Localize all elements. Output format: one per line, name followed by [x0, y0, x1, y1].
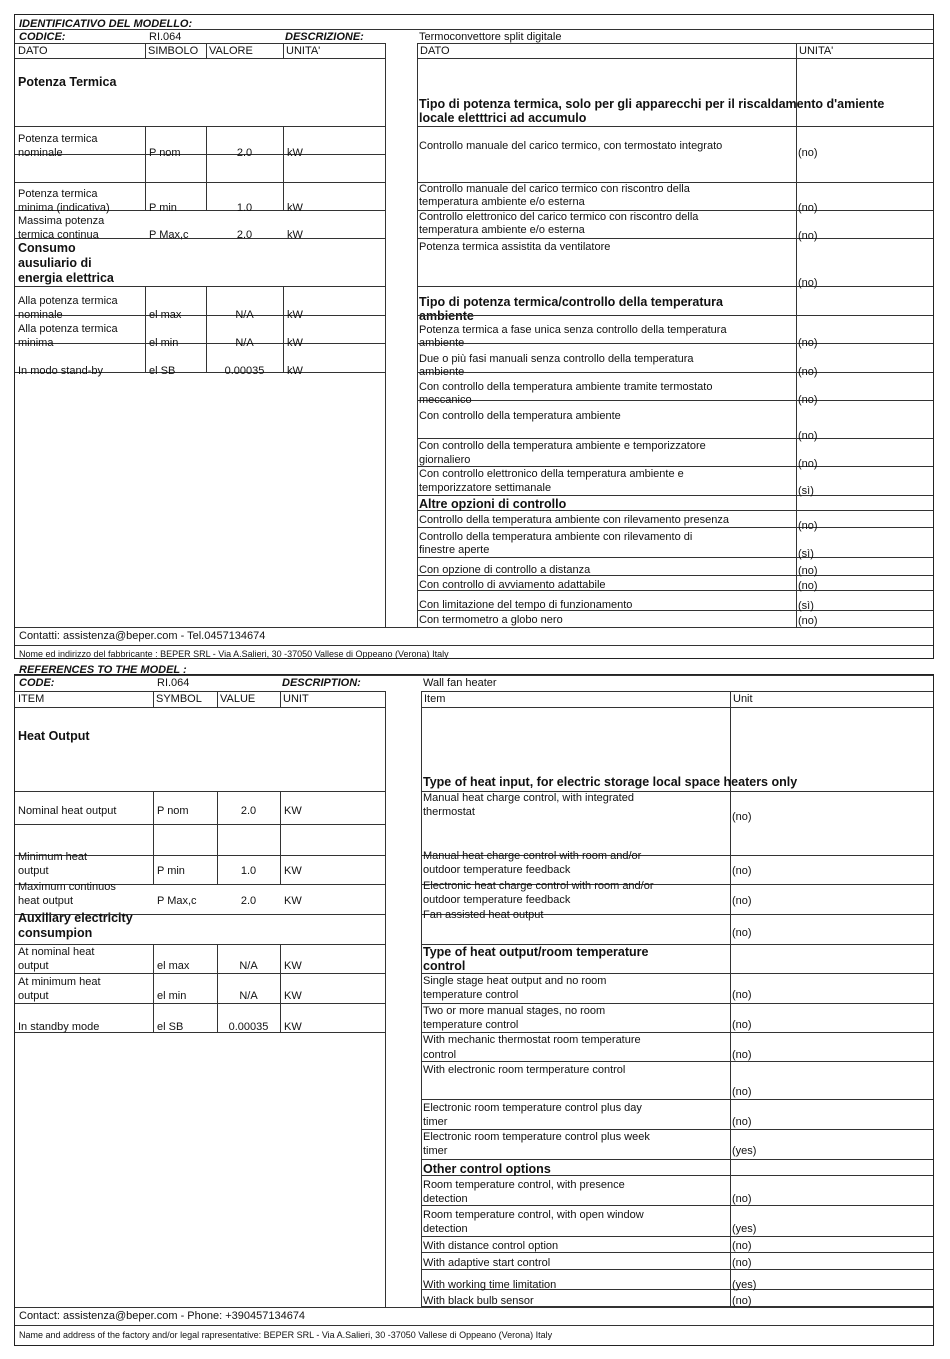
- header-line: [15, 707, 385, 708]
- section3-unit-4: (sì): [798, 600, 814, 612]
- section1-unit-3: (no): [798, 277, 818, 289]
- grid-line: [421, 1032, 933, 1033]
- grid-line: [417, 495, 933, 496]
- grid-line: [417, 466, 933, 467]
- section2-unit-0: (no): [798, 337, 818, 349]
- row-label-1: output: [18, 865, 49, 877]
- section2-item-4: timer: [423, 1116, 448, 1128]
- row-label-2: termica continua: [18, 229, 99, 241]
- row-value-2: 2.0: [236, 229, 253, 241]
- grid-line: [280, 944, 281, 1032]
- right-header-unit: Unit: [733, 693, 753, 705]
- section3-item-5: With black bulb sensor: [423, 1295, 534, 1307]
- column-header-2: VALUE: [220, 693, 256, 705]
- section2-unit-2: (no): [798, 394, 818, 406]
- column-header-3: UNIT: [283, 693, 309, 705]
- section1-unit-1: (no): [798, 202, 818, 214]
- section2-item-3: Con controllo della temperatura ambiente: [419, 410, 621, 422]
- section2-item-5: timer: [423, 1145, 448, 1157]
- section3-title: Altre opzioni di controllo: [419, 497, 567, 511]
- section2-title: Tipo di potenza termica/controllo della temperatura: [419, 295, 723, 309]
- section1-item-2: Electronic heat charge control with room and/or: [423, 880, 654, 892]
- manufacturer-text: Nome ed indirizzo del fabbricante : BEPER SRL - Via A.Salieri, 30 -37050 Vallese di Oppeano (Verona) Italy: [19, 649, 449, 659]
- row-symbol-1: P min: [157, 865, 185, 877]
- section2-item-4: giornaliero: [419, 454, 471, 466]
- code-value: RI.064: [157, 677, 190, 689]
- row-label-1: Minimum heat: [18, 851, 88, 863]
- section2-unit-4: (no): [798, 458, 818, 470]
- section2-item-1: ambiente: [419, 366, 465, 378]
- section2-unit-5: (sì): [798, 485, 814, 497]
- grid-line: [283, 286, 284, 372]
- grid-line: [421, 1003, 933, 1004]
- section1-unit-1: (no): [732, 865, 752, 877]
- row-unit-5: kW: [287, 365, 303, 377]
- section3-unit-2: (no): [732, 1240, 752, 1252]
- grid-line: [417, 557, 933, 558]
- header-line: [421, 707, 933, 708]
- section2-item-2: Con controllo della temperatura ambiente tramite termostato: [419, 381, 713, 393]
- row-label-5: In standby mode: [18, 1021, 100, 1033]
- section1-item-1: temperatura ambiente e/o esterna: [419, 196, 585, 208]
- row-symbol-0: P nom: [149, 147, 181, 159]
- grid-line: [15, 944, 385, 945]
- grid-line: [15, 824, 385, 825]
- grid-line: [421, 1205, 933, 1206]
- row-value-4: N/A: [235, 337, 254, 349]
- grid-line: [15, 315, 385, 316]
- row-symbol-5: el SB: [157, 1021, 184, 1033]
- row-value-1: 1.0: [240, 865, 257, 877]
- description-value: Termoconvettore split digitale: [419, 31, 562, 43]
- section2-item-5: Electronic room temperature control plus week: [423, 1131, 650, 1143]
- section3-item-4: With working time limitation: [423, 1279, 557, 1291]
- description-label: DESCRIZIONE:: [285, 31, 364, 43]
- section2-title: ambiente: [419, 309, 474, 323]
- grid-line: [206, 126, 207, 210]
- row-unit-3: kW: [287, 309, 303, 321]
- section1-item-1: outdoor temperature feedback: [423, 864, 571, 876]
- grid-line: [15, 973, 385, 974]
- section1-item-1: Controllo manuale del carico termico con riscontro della: [419, 183, 690, 195]
- section1-title: Type of heat input, for electric storage local space heaters only: [423, 775, 798, 789]
- right-header-unit: UNITA': [799, 45, 834, 57]
- section2-unit-1: (no): [798, 366, 818, 378]
- row-unit-2: kW: [287, 229, 303, 241]
- row-value-1: 1.0: [236, 202, 253, 214]
- section2-unit-3: (no): [798, 430, 818, 442]
- contact-text: Contact: assistenza@beper.com - Phone: +390457134674: [19, 1310, 306, 1322]
- section2-item-4: Con controllo della temperatura ambiente e temporizzatore: [419, 440, 706, 452]
- left-table-edge: [385, 691, 386, 1307]
- section3-item-3: With adaptive start control: [423, 1257, 551, 1269]
- section3-unit-3: (no): [732, 1257, 752, 1269]
- english-datasheet-panel: [14, 664, 934, 1346]
- code-label: CODICE:: [19, 31, 66, 43]
- grid-line: [145, 126, 146, 210]
- section1-title: locale eletttrici ad accumulo: [419, 111, 587, 125]
- section2-item-0: Single stage heat output and no room: [423, 975, 607, 987]
- section2-item-5: Con controllo elettronico della temperatura ambiente e: [419, 468, 684, 480]
- section1-item-3: Fan assisted heat output: [423, 909, 544, 921]
- section1-item-0: thermostat: [423, 806, 475, 818]
- row-value-5: 0.00035: [228, 1021, 269, 1033]
- section1-item-2: temperatura ambiente e/o esterna: [419, 224, 585, 236]
- row-label-2: Maximum continuos: [18, 881, 116, 893]
- section1-item-2: outdoor temperature feedback: [423, 894, 571, 906]
- grid-line: [417, 400, 933, 401]
- model-title: IDENTIFICATIVO DEL MODELLO:: [19, 18, 193, 30]
- grid-line: [15, 343, 385, 344]
- row-unit-5: KW: [284, 1021, 302, 1033]
- section3-item-0: detection: [423, 1193, 468, 1205]
- row-label-0: Nominal heat output: [18, 805, 117, 817]
- row-value-5: 0.00035: [224, 365, 265, 377]
- section2-item-1: Two or more manual stages, no room: [423, 1005, 606, 1017]
- section1-unit-0: (no): [732, 811, 752, 823]
- row-unit-0: KW: [284, 805, 302, 817]
- grid-line: [206, 286, 207, 372]
- section1-unit-2: (no): [732, 895, 752, 907]
- section3-item-4: Con limitazione del tempo di funzionamento: [419, 599, 633, 611]
- section3-title: Other control options: [423, 1162, 551, 1176]
- column-header-0: DATO: [18, 45, 48, 57]
- section1-item-1: Manual heat charge control with room and/or: [423, 850, 642, 862]
- section2-unit-0: (no): [732, 989, 752, 1001]
- section3-unit-0: (no): [798, 520, 818, 532]
- description-value: Wall fan heater: [423, 677, 497, 689]
- section2-item-0: Potenza termica a fase unica senza controllo della temperatura: [419, 324, 727, 336]
- grid-line: [15, 1003, 385, 1004]
- row-value-0: 2.0: [240, 805, 257, 817]
- grid-line: [280, 791, 281, 884]
- description-label: DESCRIPTION:: [282, 677, 361, 689]
- section2-item-1: Due o più fasi manuali senza controllo della temperatura: [419, 353, 694, 365]
- grid-line: [417, 527, 933, 528]
- header-line: [15, 691, 385, 692]
- header-line: [15, 43, 385, 44]
- row-symbol-3: el max: [157, 960, 190, 972]
- grid-line: [421, 973, 933, 974]
- section3-unit-5: (no): [732, 1295, 752, 1307]
- grid-line: [280, 691, 281, 707]
- row-unit-0: kW: [287, 147, 303, 159]
- row-label-4: minima: [18, 337, 54, 349]
- section3-item-1: Controllo della temperatura ambiente con rilevamento di: [419, 531, 693, 543]
- section2-item-2: meccanico: [419, 394, 472, 406]
- unit-column-line: [796, 43, 797, 627]
- section3-item-2: With distance control option: [423, 1240, 559, 1252]
- grid-line: [217, 691, 218, 707]
- row-unit-3: KW: [284, 960, 302, 972]
- section2-unit-3: (no): [732, 1086, 752, 1098]
- row-symbol-1: P min: [149, 202, 177, 214]
- header-line: [417, 43, 933, 44]
- footer-line: [15, 645, 933, 646]
- grid-line: [283, 126, 284, 210]
- column-header-1: SIMBOLO: [148, 45, 199, 57]
- section3-item-3: Con controllo di avviamento adattabile: [419, 579, 606, 591]
- right-header-item: DATO: [420, 45, 450, 57]
- grid-line: [15, 791, 385, 792]
- grid-line: [153, 944, 154, 1032]
- right-table-edge: [421, 691, 422, 1307]
- header-line: [15, 675, 933, 676]
- row-unit-4: kW: [287, 337, 303, 349]
- section1-item-2: Controllo elettronico del carico termico con riscontro della: [419, 211, 699, 223]
- aux-consumption-title: ausuliario di: [18, 256, 92, 270]
- section2-title: control: [423, 959, 466, 973]
- section3-item-1: finestre aperte: [419, 544, 490, 556]
- row-unit-2: KW: [284, 895, 302, 907]
- grid-line: [417, 315, 933, 316]
- row-label-4: Alla potenza termica: [18, 323, 118, 335]
- section1-item-0: Controllo manuale del carico termico, con termostato integrato: [419, 140, 723, 152]
- row-unit-1: kW: [287, 202, 303, 214]
- grid-line: [421, 1099, 933, 1100]
- section2-item-4: Electronic room temperature control plus day: [423, 1102, 642, 1114]
- section3-unit-1: (yes): [732, 1223, 757, 1235]
- section2-item-3: With electronic room termperature control: [423, 1064, 626, 1076]
- grid-line: [15, 126, 385, 127]
- grid-line: [206, 43, 207, 58]
- section1-unit-0: (no): [798, 147, 818, 159]
- right-header-item: Item: [424, 693, 446, 705]
- row-unit-4: KW: [284, 990, 302, 1002]
- grid-line: [145, 43, 146, 58]
- section1-unit-3: (no): [732, 927, 752, 939]
- section2-unit-4: (no): [732, 1116, 752, 1128]
- aux-consumption-title: consumpion: [18, 926, 93, 940]
- aux-consumption-title: Consumo: [18, 241, 76, 255]
- grid-line: [15, 286, 385, 287]
- grid-line: [417, 343, 933, 344]
- section1-item-3: Potenza termica assistita da ventilatore: [419, 241, 611, 253]
- row-label-1: minima (indicativa): [18, 202, 110, 214]
- section2-item-0: temperature control: [423, 989, 519, 1001]
- section3-unit-4: (yes): [732, 1279, 757, 1291]
- footer-line: [15, 627, 933, 628]
- column-header-0: ITEM: [18, 693, 45, 705]
- code-label: CODE:: [19, 677, 55, 689]
- grid-line: [153, 791, 154, 884]
- row-label-3: output: [18, 960, 49, 972]
- section3-unit-0: (no): [732, 1193, 752, 1205]
- row-label-0: Potenza termica: [18, 133, 98, 145]
- column-header-3: UNITA': [286, 45, 321, 57]
- left-table-edge: [385, 43, 386, 627]
- row-symbol-5: el SB: [149, 365, 176, 377]
- grid-line: [283, 43, 284, 58]
- section2-unit-1: (no): [732, 1019, 752, 1031]
- row-symbol-4: el min: [149, 337, 179, 349]
- header-line: [15, 29, 933, 30]
- section3-unit-5: (no): [798, 615, 818, 627]
- grid-line: [417, 438, 933, 439]
- model-title: REFERENCES TO THE MODEL :: [19, 664, 187, 676]
- grid-line: [417, 238, 933, 239]
- grid-line: [153, 691, 154, 707]
- row-label-4: output: [18, 990, 49, 1002]
- grid-line: [421, 1061, 933, 1062]
- row-label-3: At nominal heat: [18, 946, 95, 958]
- section2-item-5: temporizzatore settimanale: [419, 482, 552, 494]
- italian-datasheet-panel: [14, 14, 934, 659]
- grid-line: [15, 182, 385, 183]
- section3-item-0: Room temperature control, with presence: [423, 1179, 625, 1191]
- row-label-3: Alla potenza termica: [18, 295, 118, 307]
- heat-output-title: Potenza Termica: [18, 75, 117, 89]
- row-label-2: heat output: [18, 895, 74, 907]
- section2-unit-5: (yes): [732, 1145, 757, 1157]
- section2-item-0: ambiente: [419, 337, 465, 349]
- row-label-1: Potenza termica: [18, 188, 98, 200]
- header-line: [15, 58, 385, 59]
- grid-line: [421, 1159, 933, 1160]
- section3-item-1: Room temperature control, with open window: [423, 1209, 644, 1221]
- section3-unit-2: (no): [798, 565, 818, 577]
- column-header-1: SYMBOL: [156, 693, 202, 705]
- code-value: RI.064: [149, 31, 182, 43]
- section1-unit-2: (no): [798, 230, 818, 242]
- grid-line: [15, 154, 385, 155]
- section3-unit-1: (sì): [798, 548, 814, 560]
- footer-line: [15, 1307, 933, 1308]
- row-label-3: nominale: [18, 309, 63, 321]
- row-symbol-2: P Max,c: [149, 229, 189, 241]
- grid-line: [421, 1236, 933, 1237]
- row-label-0: nominale: [18, 147, 63, 159]
- section2-title: Type of heat output/room temperature: [423, 945, 649, 959]
- column-header-2: VALORE: [209, 45, 253, 57]
- section2-item-2: control: [423, 1049, 457, 1061]
- header-line: [417, 58, 933, 59]
- section2-unit-2: (no): [732, 1049, 752, 1061]
- grid-line: [421, 1129, 933, 1130]
- grid-line: [417, 126, 933, 127]
- section3-unit-3: (no): [798, 580, 818, 592]
- section2-item-1: temperature control: [423, 1019, 519, 1031]
- row-value-4: N/A: [239, 990, 258, 1002]
- aux-consumption-title: energia elettrica: [18, 271, 114, 285]
- section1-item-0: Manual heat charge control, with integrated: [423, 792, 634, 804]
- row-symbol-0: P nom: [157, 805, 189, 817]
- row-value-3: N/A: [239, 960, 258, 972]
- aux-consumption-title: Auxiliary electricity: [18, 911, 133, 925]
- section3-item-0: Controllo della temperatura ambiente con rilevamento presenza: [419, 514, 730, 526]
- section1-title: Tipo di potenza termica, solo per gli apparecchi per il riscaldamento d'amiente: [419, 97, 885, 111]
- section3-item-1: detection: [423, 1223, 468, 1235]
- row-value-0: 2.0: [236, 147, 253, 159]
- footer-line: [15, 1325, 933, 1326]
- section3-item-5: Con termometro a globo nero: [419, 614, 563, 626]
- row-value-3: N/A: [235, 309, 254, 321]
- right-table-edge: [417, 43, 418, 627]
- row-symbol-3: el max: [149, 309, 182, 321]
- row-symbol-4: el min: [157, 990, 187, 1002]
- heat-output-title: Heat Output: [18, 729, 90, 743]
- row-label-2: Massima potenza: [18, 215, 105, 227]
- row-label-4: At minimum heat: [18, 976, 101, 988]
- section2-item-2: With mechanic thermostat room temperature: [423, 1034, 641, 1046]
- contact-text: Contatti: assistenza@beper.com - Tel.0457134674: [19, 630, 266, 642]
- header-line: [421, 691, 933, 692]
- grid-line: [217, 944, 218, 1032]
- grid-line: [417, 372, 933, 373]
- row-symbol-2: P Max,c: [157, 895, 197, 907]
- row-unit-1: KW: [284, 865, 302, 877]
- grid-line: [417, 286, 933, 287]
- manufacturer-text: Name and address of the factory and/or legal rapresentative: BEPER SRL - Via A.Salieri, 30 -37050 Vallese di Oppeano (Verona) Italy: [19, 1330, 553, 1340]
- section3-item-2: Con opzione di controllo a distanza: [419, 564, 591, 576]
- row-value-2: 2.0: [240, 895, 257, 907]
- row-label-5: In modo stand-by: [18, 365, 103, 377]
- grid-line: [145, 286, 146, 372]
